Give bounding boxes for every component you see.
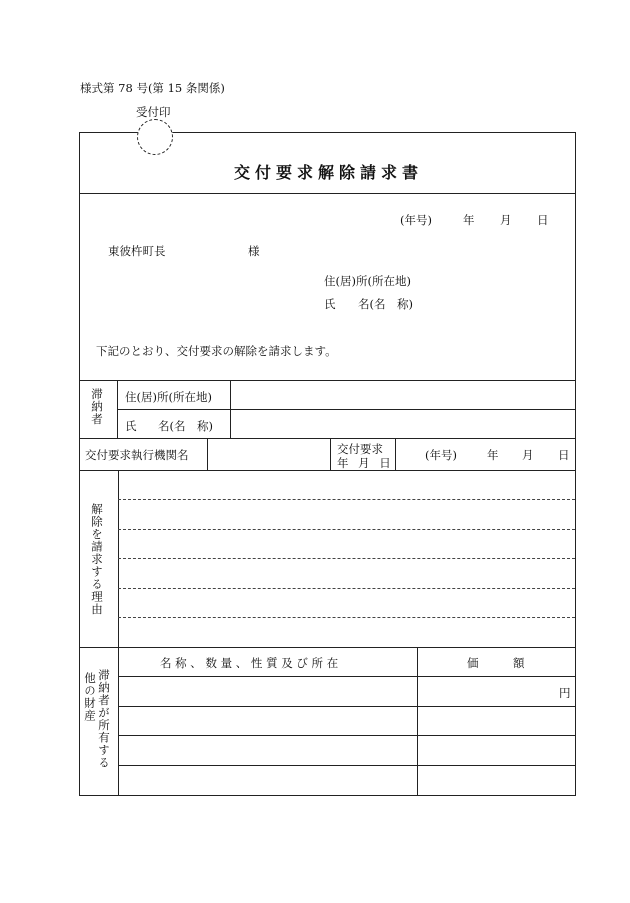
execution-top [79, 438, 576, 439]
date-month: 月 [500, 213, 512, 227]
reason-line-4 [118, 588, 575, 589]
execution-day: 日 [558, 448, 570, 462]
property-row-2 [118, 706, 576, 707]
execution-div-2 [330, 438, 331, 470]
property-row-4 [118, 765, 576, 766]
execution-agency-label: 交付要求執行機関名 [85, 448, 189, 462]
frame-left [79, 132, 80, 795]
title-divider [79, 193, 576, 194]
delinquent-name-label-1: 氏 [125, 419, 137, 433]
requester-name-label-2: 名(名 称) [358, 297, 413, 311]
reason-line-1 [118, 499, 575, 500]
requester-address-label: 住(居)所(所在地) [324, 274, 411, 288]
property-col-value: 価 額 [467, 656, 525, 670]
property-section-label-2: 他の財産 [83, 672, 97, 722]
execution-div-1 [207, 438, 208, 470]
delinquent-top [79, 380, 576, 381]
delinquent-mid [117, 409, 576, 410]
reason-line-2 [118, 529, 575, 530]
execution-year: 年 [487, 448, 499, 462]
reason-line-5 [118, 617, 575, 618]
frame-bottom [79, 795, 576, 796]
reason-section-label: 解除を請求する理由 [90, 503, 104, 616]
property-col-description: 名 称 、 数 量 、 性 質 及 び 所 在 [160, 656, 339, 670]
execution-era: (年号) [425, 448, 457, 462]
stamp-label: 受付印 [136, 105, 171, 119]
reason-top [79, 470, 576, 471]
property-top [79, 647, 576, 648]
document-title: 交付要求解除請求書 [234, 163, 424, 182]
request-statement: 下記のとおり、交付要求の解除を請求します。 [96, 344, 337, 358]
currency-unit: 円 [559, 686, 571, 700]
form-number: 様式第 78 号(第 15 条関係) [80, 81, 225, 95]
property-row-3 [118, 735, 576, 736]
property-row-1 [118, 676, 576, 677]
reason-line-3 [118, 558, 575, 559]
requester-name-label-1: 氏 [324, 297, 336, 311]
property-value-divider [417, 647, 418, 795]
execution-month: 月 [522, 448, 534, 462]
addressee-name: 東彼杵町長 [108, 244, 166, 258]
date-day: 日 [537, 213, 549, 227]
frame-top-left [79, 132, 138, 133]
date-year: 年 [463, 213, 475, 227]
delinquent-name-label-2: 名(名 称) [158, 419, 213, 433]
delinquent-section-label: 滞納者 [90, 388, 104, 426]
date-era: (年号) [400, 213, 432, 227]
frame-right [575, 132, 576, 795]
delinquent-address-label: 住(居)所(所在地) [125, 390, 212, 404]
property-label-divider [118, 647, 119, 795]
execution-div-3 [395, 438, 396, 470]
execution-date-label-1: 交付要求 [337, 442, 383, 456]
addressee-honorific: 様 [248, 244, 260, 258]
stamp-circle [137, 119, 173, 155]
execution-date-label-2: 年 月 日 [337, 456, 394, 470]
frame-top-right [171, 132, 575, 133]
property-section-label-1: 滞納者が所有する [97, 669, 111, 769]
